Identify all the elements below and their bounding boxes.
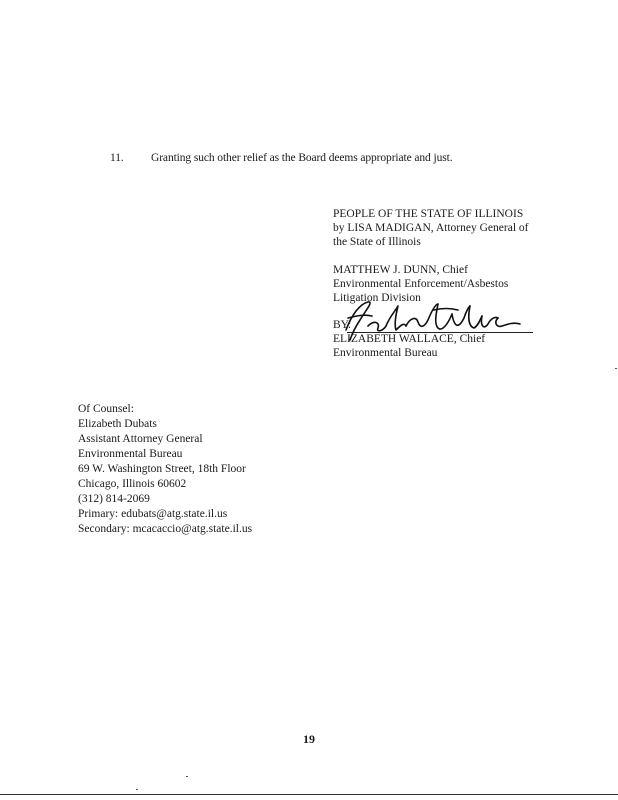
party-line: by LISA MADIGAN, Attorney General of	[333, 222, 529, 234]
signature-block	[333, 207, 528, 305]
page-number: 19	[303, 732, 315, 746]
counsel-line: Environmental Bureau	[78, 448, 183, 460]
counsel-line: Elizabeth Dubats	[78, 418, 157, 430]
party-line: the State of Illinois	[333, 236, 421, 248]
counsel-line: Of Counsel:	[78, 403, 134, 415]
scan-speck	[186, 776, 188, 777]
chief-line: MATTHEW J. DUNN, Chief	[333, 264, 468, 276]
scan-speck	[615, 368, 617, 369]
counsel-line: Assistant Attorney General	[78, 433, 203, 445]
scan-edge-rule	[0, 794, 618, 795]
scan-speck	[136, 789, 138, 790]
party-line: PEOPLE OF THE STATE OF ILLINOIS	[333, 208, 524, 220]
relief-item-number: 11.	[110, 152, 124, 164]
counsel-line: (312) 814-2069	[78, 493, 150, 505]
counsel-line: Primary: edubats@atg.state.il.us	[78, 508, 228, 520]
by-label: BY:	[333, 319, 352, 331]
counsel-line: Secondary: mcacaccio@atg.state.il.us	[78, 523, 253, 535]
signer-block	[333, 332, 485, 360]
signer-title: Environmental Bureau	[333, 347, 438, 359]
relief-item-text: Granting such other relief as the Board deems appropriate and just.	[151, 152, 453, 164]
counsel-block	[78, 402, 252, 537]
counsel-line: Chicago, Illinois 60602	[78, 478, 187, 490]
counsel-line: 69 W. Washington Street, 18th Floor	[78, 463, 246, 475]
chief-line: Environmental Enforcement/Asbestos	[333, 278, 509, 290]
signer-name: ELIZABETH WALLACE, Chief	[333, 333, 486, 345]
chief-line: Litigation Division	[333, 292, 421, 304]
